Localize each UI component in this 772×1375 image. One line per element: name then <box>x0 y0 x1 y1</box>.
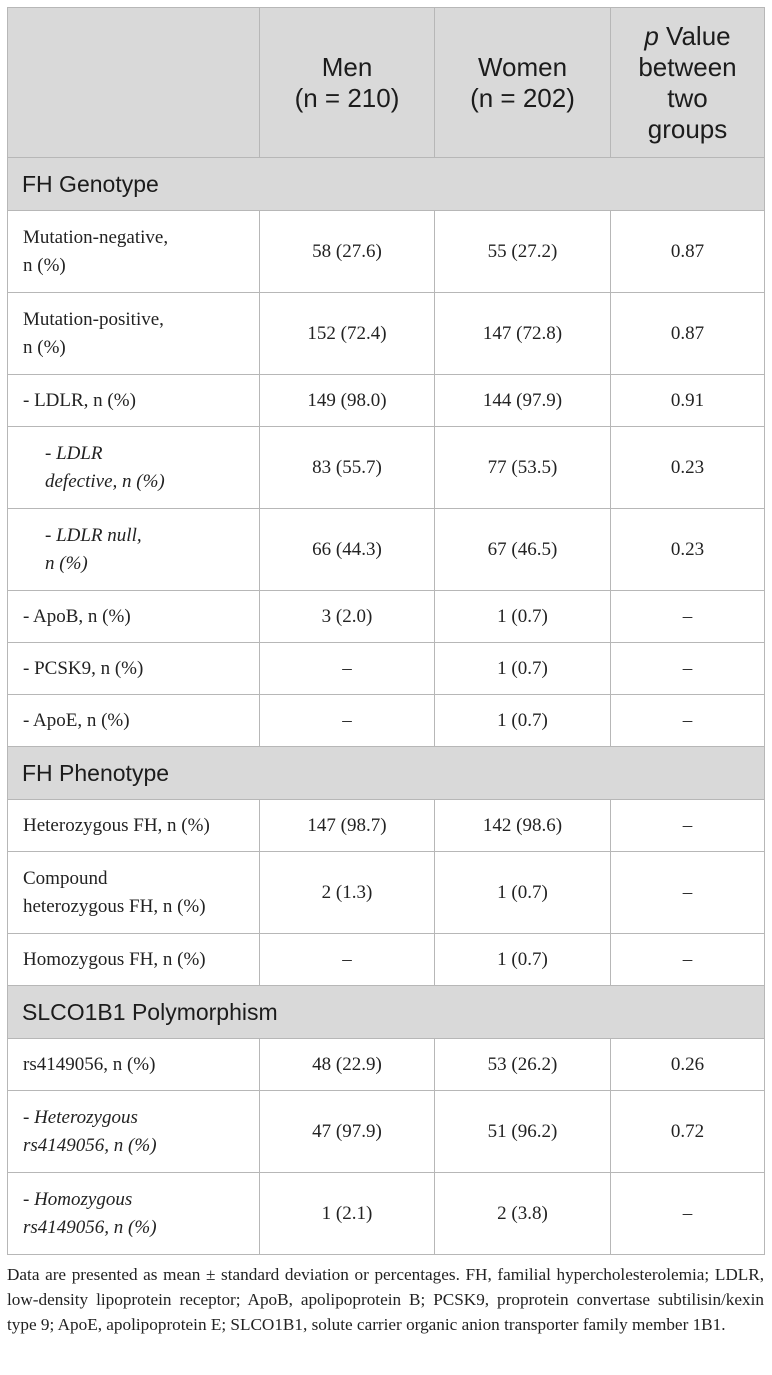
cell-pvalue: – <box>611 695 765 747</box>
cell-women: 55 (27.2) <box>435 211 611 293</box>
table-row <box>8 1039 765 1091</box>
row-label-line: Mutation-positive, <box>23 308 164 330</box>
table-row <box>8 852 765 934</box>
row-label-line: rs4149056, n (%) <box>23 1134 157 1156</box>
section-row-genotype <box>8 158 765 211</box>
row-label-line: - Homozygous <box>23 1188 133 1210</box>
header-men-line1: Men <box>321 51 373 82</box>
section-title: FH Genotype <box>8 158 765 211</box>
cell-pvalue: – <box>611 934 765 986</box>
cell-pvalue: 0.72 <box>611 1091 765 1173</box>
row-label-line: n (%) <box>23 336 66 358</box>
cell-women: 67 (46.5) <box>435 509 611 591</box>
cell-men: – <box>260 695 435 747</box>
row-label-line: defective, n (%) <box>45 470 165 492</box>
header-men-line2: (n = 210) <box>294 82 400 113</box>
cell-women: 51 (96.2) <box>435 1091 611 1173</box>
cell-women: 1 (0.7) <box>435 852 611 934</box>
row-label <box>8 293 260 375</box>
table-row <box>8 293 765 375</box>
table-row <box>8 427 765 509</box>
cell-men: – <box>260 643 435 695</box>
cell-men: 152 (72.4) <box>260 293 435 375</box>
cell-pvalue: – <box>611 852 765 934</box>
cell-pvalue: – <box>611 591 765 643</box>
row-label: - ApoE, n (%) <box>8 695 260 747</box>
header-pvalue-line1: Value <box>658 20 731 51</box>
cell-pvalue: – <box>611 800 765 852</box>
table-container <box>7 7 764 1255</box>
cell-pvalue: 0.91 <box>611 375 765 427</box>
table-row <box>8 1091 765 1173</box>
section-row-phenotype <box>8 747 765 800</box>
row-label-line: Mutation-negative, <box>23 226 169 248</box>
table-row <box>8 800 765 852</box>
cell-women: 1 (0.7) <box>435 591 611 643</box>
cell-men: 47 (97.9) <box>260 1091 435 1173</box>
row-label: - PCSK9, n (%) <box>8 643 260 695</box>
header-row <box>8 8 765 158</box>
section-title: SLCO1B1 Polymorphism <box>8 986 765 1039</box>
table-row <box>8 509 765 591</box>
row-label: Homozygous FH, n (%) <box>8 934 260 986</box>
header-women-line2: (n = 202) <box>470 82 575 113</box>
section-row-slco1b1 <box>8 986 765 1039</box>
cell-men: 66 (44.3) <box>260 509 435 591</box>
cell-women: 1 (0.7) <box>435 934 611 986</box>
cell-pvalue: 0.87 <box>611 293 765 375</box>
header-men <box>260 8 435 158</box>
row-label-line: - Heterozygous <box>23 1106 138 1128</box>
cell-pvalue: – <box>611 643 765 695</box>
cell-men: 3 (2.0) <box>260 591 435 643</box>
cell-women: 144 (97.9) <box>435 375 611 427</box>
table-row <box>8 643 765 695</box>
header-women <box>435 8 611 158</box>
cell-men: – <box>260 934 435 986</box>
row-label: - ApoB, n (%) <box>8 591 260 643</box>
genotype-table <box>7 7 765 1255</box>
row-label-line: rs4149056, n (%) <box>23 1216 157 1238</box>
cell-pvalue: 0.23 <box>611 427 765 509</box>
header-pvalue-p: p <box>644 20 659 51</box>
cell-women: 142 (98.6) <box>435 800 611 852</box>
table-row <box>8 695 765 747</box>
header-women-line1: Women <box>477 51 568 82</box>
cell-pvalue: 0.87 <box>611 211 765 293</box>
cell-women: 2 (3.8) <box>435 1173 611 1255</box>
row-label <box>8 1091 260 1173</box>
table-row <box>8 375 765 427</box>
row-label: rs4149056, n (%) <box>8 1039 260 1091</box>
header-pvalue-line2: between <box>638 51 737 82</box>
row-label <box>8 1173 260 1255</box>
table-footnote: Data are presented as mean ± standard deviation or percentages. FH, familial hypercholesterolemia; LDLR, low-density lipoprotein receptor; ApoB, apolipoprotein B; PCSK9, proprotein convertase subtilisin/kexin type 9; ApoE, apolipoprotein E; SLCO1B1, solute carrier organic anion transporter family member 1B1. <box>7 1265 764 1334</box>
header-blank <box>8 8 260 158</box>
header-pvalue-line4: groups <box>647 113 728 144</box>
cell-women: 1 (0.7) <box>435 695 611 747</box>
cell-men: 149 (98.0) <box>260 375 435 427</box>
header-pvalue-line3: two <box>667 82 708 113</box>
table-row <box>8 211 765 293</box>
table-row <box>8 591 765 643</box>
row-label-line: heterozygous FH, n (%) <box>23 895 206 917</box>
row-label: - LDLR, n (%) <box>8 375 260 427</box>
row-label <box>8 509 260 591</box>
section-title: FH Phenotype <box>8 747 765 800</box>
table-row <box>8 934 765 986</box>
cell-women: 53 (26.2) <box>435 1039 611 1091</box>
row-label-line: - LDLR null, <box>45 524 142 546</box>
cell-women: 77 (53.5) <box>435 427 611 509</box>
row-label <box>8 427 260 509</box>
cell-men: 58 (27.6) <box>260 211 435 293</box>
cell-pvalue: 0.23 <box>611 509 765 591</box>
row-label <box>8 852 260 934</box>
cell-pvalue: – <box>611 1173 765 1255</box>
row-label <box>8 211 260 293</box>
cell-men: 83 (55.7) <box>260 427 435 509</box>
row-label: Heterozygous FH, n (%) <box>8 800 260 852</box>
cell-pvalue: 0.26 <box>611 1039 765 1091</box>
header-pvalue <box>611 8 765 158</box>
row-label-line: Compound <box>23 867 108 889</box>
row-label-line: n (%) <box>45 552 88 574</box>
table-row <box>8 1173 765 1255</box>
cell-men: 1 (2.1) <box>260 1173 435 1255</box>
cell-men: 48 (22.9) <box>260 1039 435 1091</box>
cell-women: 147 (72.8) <box>435 293 611 375</box>
row-label-line: - LDLR <box>45 442 103 464</box>
cell-men: 2 (1.3) <box>260 852 435 934</box>
row-label-line: n (%) <box>23 254 66 276</box>
cell-men: 147 (98.7) <box>260 800 435 852</box>
cell-women: 1 (0.7) <box>435 643 611 695</box>
